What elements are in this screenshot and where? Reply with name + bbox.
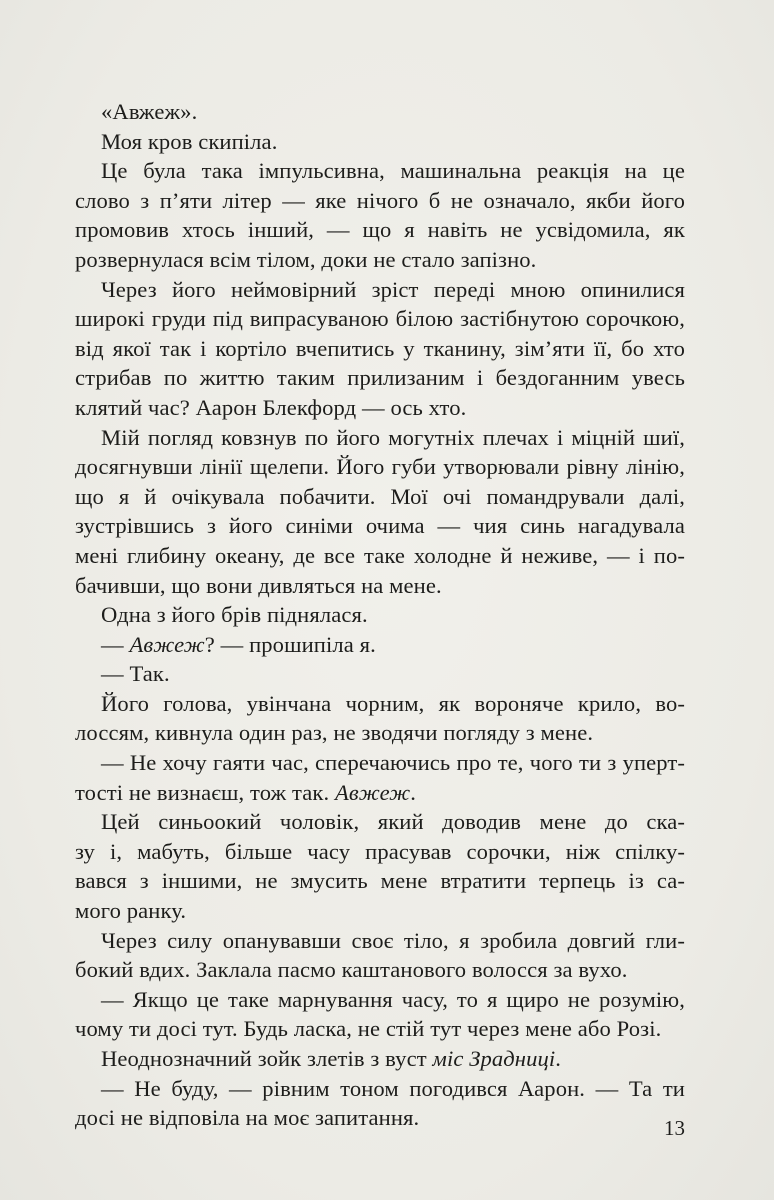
text-line: Цей синьоокий чоловік, який доводив мене до ска- — [101, 809, 685, 835]
text-line: Мій погляд ковзнув по його могутніх плечах і міцній шиї, — [101, 424, 685, 450]
text-line: бокий вдих. Заклала пасмо каштанового волосся за вухо. — [75, 957, 628, 983]
text-line: зустрівшись з його синіми очима — чия синь нагадувала — [75, 513, 685, 539]
paragraph — [75, 748, 685, 807]
text-line: стрибав по життю таким прилизаним і бездоганним увесь — [75, 365, 685, 391]
text-line: Через силу опанувавши своє тіло, я зробила довгий гли- — [101, 927, 685, 953]
text-line: слово з п’яти літер — яке нічого б не означало, якби його — [75, 187, 685, 213]
text-line: Через його неймовірний зріст переді мною опинилися — [101, 276, 685, 302]
text-line: вався з іншими, не змусить мене втратити терпець із са- — [75, 868, 685, 894]
paragraph — [75, 659, 685, 689]
text-line: промовив хтось інший, — що я навіть не усвідомила, як — [75, 217, 685, 243]
text-line: Одна з його брів піднялася. — [101, 602, 368, 628]
text-line: Його голова, увінчана чорним, як вороняче крило, во- — [101, 690, 685, 716]
text-line: тості не визнаєш, тож так. Авжеж. — [75, 779, 417, 805]
paragraph — [75, 1044, 685, 1074]
body-text — [75, 97, 685, 1133]
paragraph — [75, 926, 685, 985]
paragraph — [75, 985, 685, 1044]
text-line: «Авжеж». — [101, 99, 198, 124]
text-line: — Авжеж? — прошипіла я. — [101, 631, 376, 657]
text-line: мого ранку. — [75, 898, 187, 924]
text-line: досягнувши лінії щелепи. Його губи утворювали рівну лінію, — [75, 454, 685, 480]
text-line: досі не відповіла на моє запитання. — [75, 1105, 420, 1131]
text-line: — Не буду, — рівним тоном погодився Аарон. — Та ти — [101, 1075, 685, 1101]
paragraph — [75, 275, 685, 423]
text-line: — Не хочу гаяти час, сперечаючись про те, чого ти з уперт- — [101, 750, 685, 776]
text-line: — Так. — [101, 661, 170, 687]
paragraph — [75, 630, 685, 660]
paragraph — [75, 97, 685, 127]
text-line: лоссям, кивнула один раз, не зводячи погляду з мене. — [75, 720, 594, 746]
paragraph — [75, 423, 685, 601]
text-line: Моя кров скипіла. — [101, 128, 278, 154]
italic-text: Авжеж — [129, 631, 205, 657]
text-line: що я й очікувала побачити. Мої очі помандрували далі, — [75, 483, 685, 509]
paragraph — [75, 127, 685, 157]
text-line: широкі груди під випрасуваною білою застібнутою сорочкою, — [75, 306, 685, 332]
italic-text: Авжеж — [334, 779, 411, 805]
paragraph — [75, 600, 685, 630]
text-line: бачивши, що вони дивляться на мене. — [75, 572, 442, 598]
paragraph — [75, 689, 685, 748]
text-line: чому ти досі тут. Будь ласка, не стій тут через мене або Розі. — [75, 1016, 662, 1042]
text-line: — Якщо це таке марнування часу, то я щиро не розумію, — [101, 986, 685, 1012]
text-line: розвернулася всім тілом, доки не стало запізно. — [75, 246, 537, 272]
paragraph — [75, 156, 685, 274]
page-number: 13 — [664, 1116, 685, 1140]
text-line: від якої так і кортіло вчепитись у тканину, зім’яти її, бо хто — [75, 335, 685, 361]
paragraph — [75, 807, 685, 925]
text-line: клятий час? Аарон Блекфорд — ось хто. — [75, 394, 467, 420]
italic-text: міс Зрадниці — [432, 1046, 556, 1071]
text-line: мені глибину океану, де все таке холодне й неживе, — і по- — [75, 542, 685, 568]
text-line: Це була така імпульсивна, машинальна реакція на це — [101, 158, 685, 184]
paragraph — [75, 1074, 685, 1133]
text-line: Неоднозначний зойк злетів з вуст міс Зрадниці. — [101, 1046, 562, 1071]
text-line: зу і, мабуть, більше часу прасував сорочки, ніж спілку- — [75, 838, 685, 864]
